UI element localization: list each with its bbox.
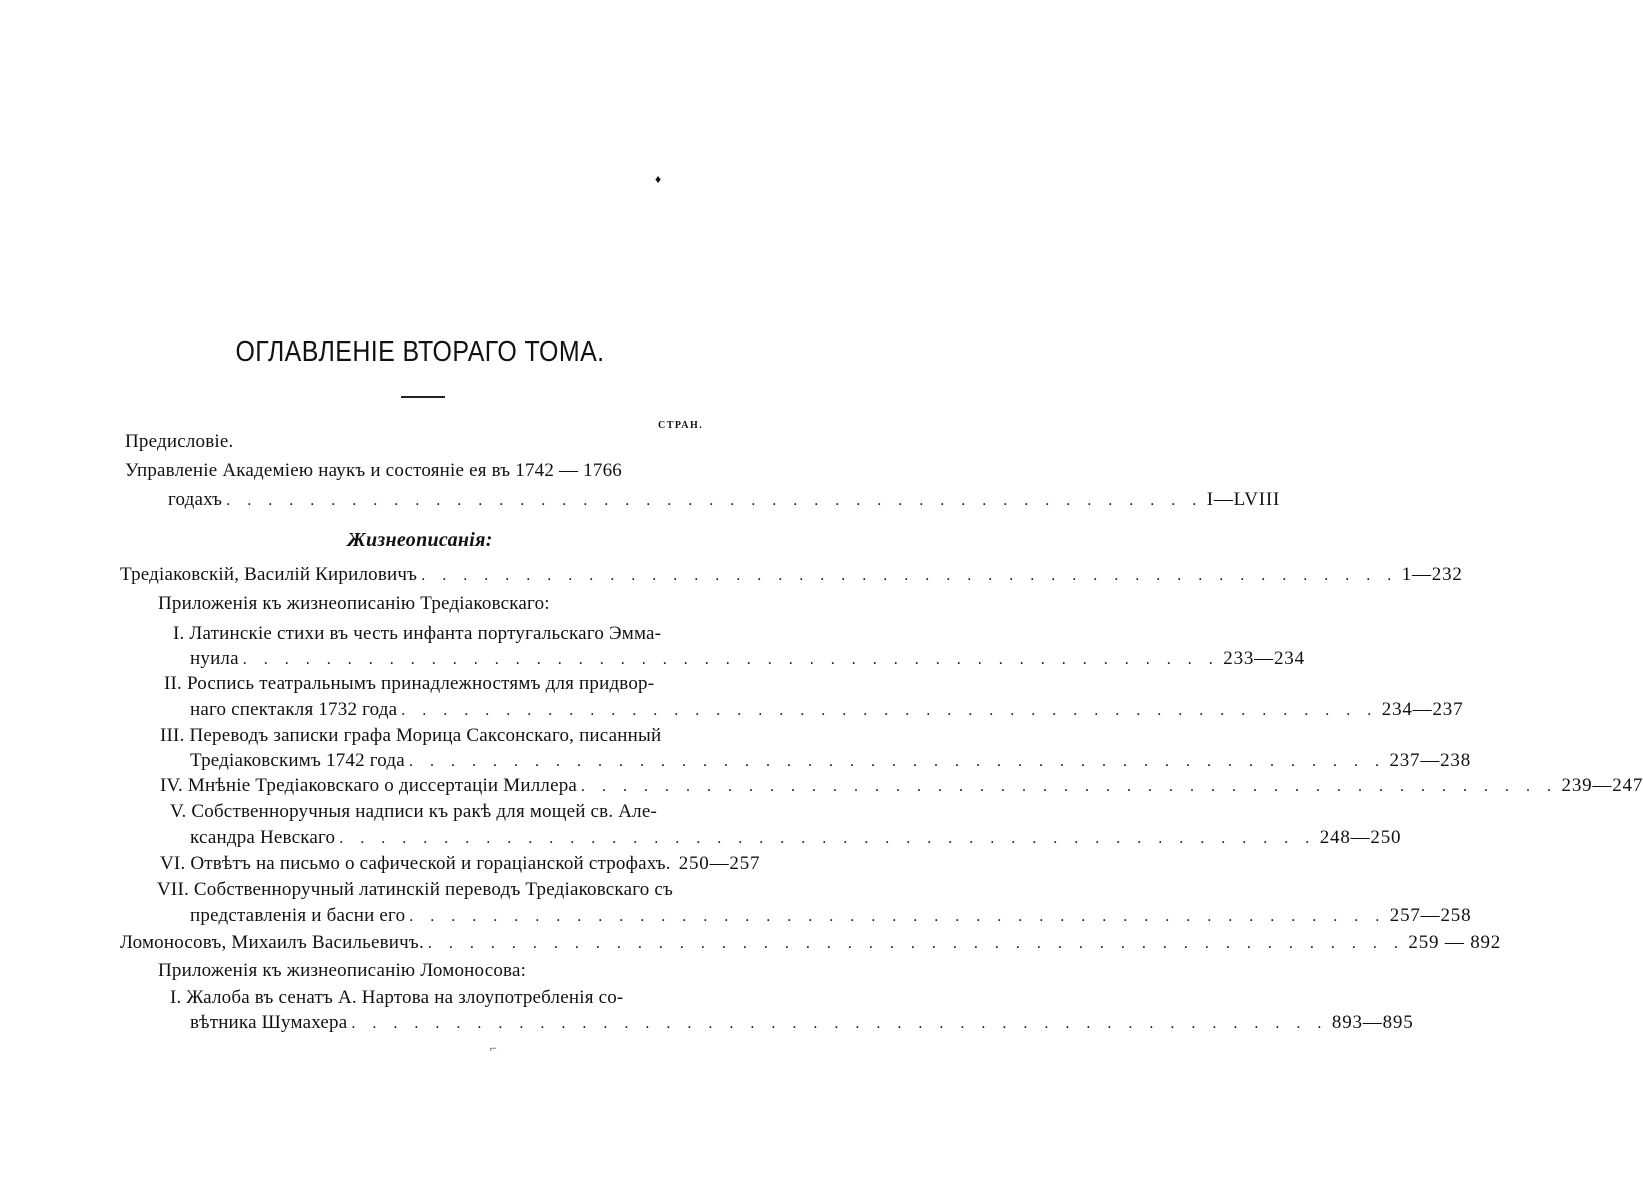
toc-entry-page: 257—258	[1389, 905, 1472, 926]
page-column-heading: СТРАН.	[658, 420, 704, 431]
toc-entry-label: I. Латинскіе стихи въ честь инфанта португальскаго Эмма-	[173, 623, 662, 644]
toc-entry-label: наго спектакля 1732 года	[190, 699, 398, 720]
toc-entry-page: 1—232	[1401, 564, 1463, 585]
toc-entry-lomonosov	[120, 932, 1502, 958]
toc-entry-page: 250—257	[678, 853, 761, 874]
stray-ink-mark: ⌐	[490, 1041, 497, 1055]
toc-entry-label: VII. Собственноручный латинскій переводъ Тредіаковскаго съ	[157, 879, 674, 900]
toc-entry-preface	[125, 431, 725, 457]
dot-leader: . . . . . . . . . . . . . . . . . . . . . . . . . . . . . . . . . . . . . . . . . . . . . . .	[351, 1015, 1328, 1032]
toc-entry-page: 234—237	[1381, 699, 1464, 720]
toc-entry-trediakovsky	[120, 564, 1463, 590]
toc-appendix-heading	[158, 593, 718, 619]
toc-entry-label: Тредіаковскій, Василій Кириловичъ	[120, 564, 418, 585]
toc-entry-label: Приложенія къ жизнеописанію Ломоносова:	[158, 960, 527, 981]
toc-entry-page: 237—238	[1389, 750, 1472, 771]
toc-entry-appendix-1-cont	[190, 648, 1305, 674]
dot-leader: . . . . . . . . . . . . . . . . . . . . . . . . . . . . . . . . . . . . . . . . . . . . . . .	[401, 702, 1378, 719]
toc-entry-lomonosov-appendix-1	[170, 987, 718, 1013]
toc-entry-label: вѣтника Шумахера	[190, 1012, 348, 1033]
toc-entry-page: I—LVIII	[1206, 489, 1281, 510]
toc-entry-appendix-5	[170, 801, 718, 827]
title-divider	[401, 396, 445, 398]
toc-entry-academy-administration	[125, 460, 725, 486]
toc-entry-label: Приложенія къ жизнеописанію Тредіаковскаго:	[158, 593, 550, 614]
toc-entry-appendix-2-cont	[190, 699, 1464, 725]
toc-appendix-heading-lomonosov	[158, 960, 718, 986]
toc-entry-label: III. Переводъ записки графа Морица Саксонскаго, писанный	[160, 725, 662, 746]
toc-entry-page: 259 — 892	[1408, 932, 1502, 953]
toc-entry-page: 893—895	[1331, 1012, 1414, 1033]
toc-entry-label: представленія и басни его	[190, 905, 406, 926]
toc-entry-appendix-1	[173, 623, 718, 649]
toc-entry-appendix-3	[160, 725, 720, 751]
toc-entry-lomonosov-appendix-1-cont	[190, 1012, 1414, 1038]
toc-entry-label: нуила	[190, 648, 239, 669]
toc-entry-page: 233—234	[1223, 648, 1305, 669]
toc-entry-label: Ломоносовъ, Михаилъ Васильевичъ.	[120, 932, 424, 953]
toc-entry-appendix-5-cont	[190, 827, 1402, 853]
dot-leader: . . . . . . . . . . . . . . . . . . . . . . . . . . . . . . . . . . . . . . . . . . . . . . .	[581, 778, 1558, 795]
toc-entry-appendix-6	[160, 853, 761, 879]
toc-entry-appendix-7-cont	[190, 905, 1472, 931]
dot-leader: . . . . . . . . . . . . . . . . . . . . . . . . . . . . . . . . . . . . . . . . . . . . . . .	[421, 567, 1398, 584]
page-title: ОГЛАВЛЕНІЕ ВТОРАГО ТОМА.	[235, 336, 605, 368]
toc-entry-page: 239—247	[1561, 775, 1643, 796]
toc-entry-appendix-7	[157, 879, 720, 905]
section-heading: Жизнеописанія:	[347, 529, 493, 551]
dot-leader: . . . . . . . . . . . . . . . . . . . . . . . . . . . . . . . . . . . . . . . . . . . . . . .	[409, 908, 1386, 925]
toc-entry-label: IV. Мнѣніе Тредіаковскаго о диссертаціи Миллера	[160, 775, 578, 796]
stray-ink-mark: ♦	[655, 172, 662, 186]
toc-entry-label: ксандра Невскаго	[190, 827, 336, 848]
dot-leader: . . . . . . . . . . . . . . . . . . . . . . . . . . . . . . . . . . . . . . . . . . . . . . .	[242, 651, 1220, 668]
dot-leader: . . . . . . . . . . . . . . . . . . . . . . . . . . . . . . . . . . . . . . . . . . . . . . .	[427, 935, 1405, 952]
toc-entry-label: Управленіе Академіею наукъ и состояніе ея въ 1742 — 1766	[125, 460, 622, 481]
toc-entry-label: годахъ	[168, 489, 223, 510]
toc-entry-label: I. Жалоба въ сенатъ А. Нартова на злоупотребленія со-	[170, 987, 624, 1008]
toc-entry-label: V. Собственноручныя надписи къ ракѣ для мощей св. Але-	[170, 801, 658, 822]
toc-entry-label: II. Роспись театральнымъ принадлежностямъ для придвор-	[164, 673, 655, 694]
toc-entry-appendix-3-cont	[190, 750, 1472, 776]
dot-leader: . . . . . . . . . . . . . . . . . . . . . . . . . . . . . . . . . . . . . . . . . . . . . . .	[226, 492, 1203, 509]
dot-leader: . . . . . . . . . . . . . . . . . . . . . . . . . . . . . . . . . . . . . . . . . . . . . . .	[408, 753, 1386, 770]
dot-leader: . . . . . . . . . . . . . . . . . . . . . . . . . . . . . . . . . . . . . . . . . . . . . . .	[339, 830, 1316, 847]
toc-entry-appendix-4	[160, 775, 1643, 801]
toc-entry-label: Предисловіе.	[125, 431, 234, 452]
toc-entry-label: Тредіаковскимъ 1742 года	[190, 750, 405, 771]
toc-entry-academy-administration-cont	[168, 489, 1281, 515]
toc-entry-label: VI. Отвѣтъ на письмо о сафической и гораціанской строфахъ.	[160, 853, 671, 874]
toc-entry-appendix-2	[164, 673, 718, 699]
toc-entry-page: 248—250	[1319, 827, 1402, 848]
